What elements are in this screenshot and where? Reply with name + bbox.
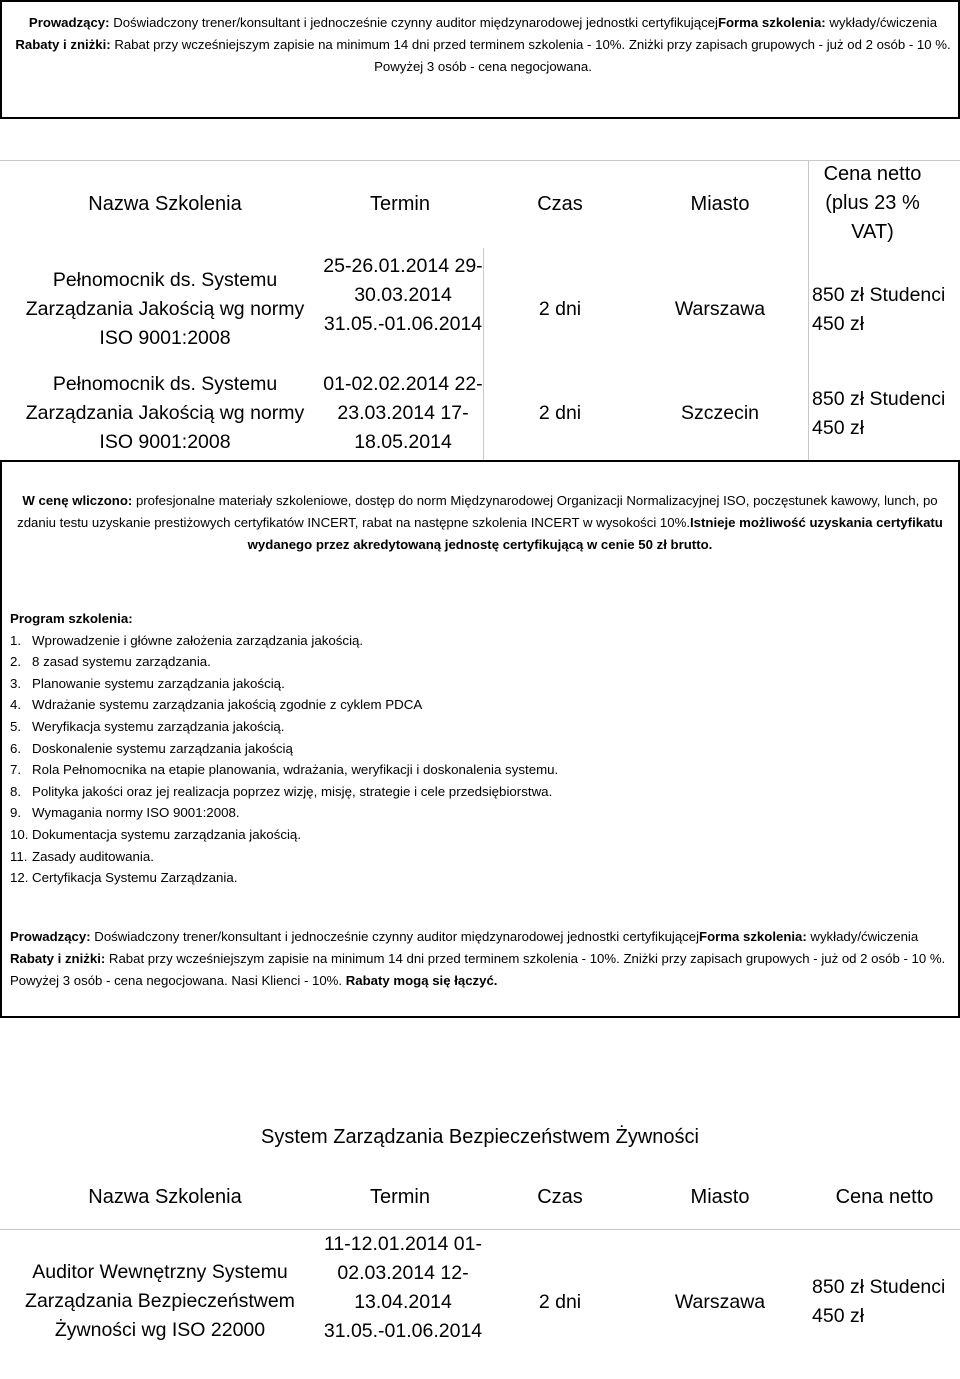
- list-item-text: Zasady auditowania.: [32, 848, 154, 864]
- list-item-text: Wprowadzenie i główne założenia zarządzania jakością.: [32, 632, 364, 648]
- list-item: [10, 694, 950, 716]
- table-row-time: 2 dni: [538, 1291, 582, 1313]
- list-item-text: 8 zasad systemu zarządzania.: [32, 654, 211, 670]
- list-item-number: 7.: [10, 762, 22, 778]
- header-name: Nazwa Szkolenia: [88, 1186, 242, 1208]
- list-item-number: 4.: [10, 697, 22, 713]
- table-row-1-term: 25-26.01.2014 29-30.03.2014 31.05.-01.06.2014: [323, 255, 483, 335]
- table-row-city: Warszawa: [674, 1291, 766, 1313]
- list-item-text: Polityka jakości oraz jej realizacja poprzez wizję, misję, strategie i cele przedsiębiorstwa.: [32, 783, 553, 799]
- lead-text: Doświadczony trener/konsultant i jednocześnie czynny auditor międzynarodowej jednostki certyfikującej: [90, 929, 700, 944]
- list-item-number: 9.: [10, 805, 22, 821]
- list-item: [10, 673, 950, 695]
- list-item: [10, 781, 950, 803]
- intro-text-bottom: [10, 926, 954, 992]
- list-item-number: 2.: [10, 654, 22, 670]
- rebate-label: Rabaty i zniżki:: [15, 37, 111, 52]
- intro-text-top: [10, 12, 956, 78]
- list-item: [10, 716, 950, 738]
- list-item-text: Planowanie systemu zarządzania jakością.: [32, 675, 285, 691]
- table-row-1-city: Warszawa: [674, 298, 766, 320]
- list-item: [10, 867, 950, 889]
- form-text: wykłady/ćwiczenia: [825, 15, 938, 30]
- included-label: W cenę wliczono:: [22, 493, 133, 508]
- header-term: Termin: [369, 193, 430, 215]
- list-item-number: 3.: [10, 675, 22, 691]
- included-bold: Istnieje możliwość uzyskania certyfikatu wydanego przez akredytowaną jednostę certyfikującą w cenie 50 zł brutto.: [247, 515, 943, 552]
- list-item-number: 8.: [10, 783, 22, 799]
- table-row-price: 850 zł Studenci 450 zł: [812, 1276, 946, 1327]
- list-item: [10, 846, 950, 868]
- included-text: [10, 490, 950, 556]
- table-row-2-term: 01-02.02.2014 22-23.03.2014 17-18.05.2014: [323, 373, 483, 453]
- section-title: System Zarządzania Bezpieczeństwem Żywności: [261, 1126, 699, 1148]
- table-row-2-name: Pełnomocnik ds. Systemu Zarządzania Jakością wg normy ISO 9001:2008: [25, 373, 305, 453]
- included-body: profesjonalne materiały szkoleniowe, dostęp do norm Międzynarodowej Organizacji Normalizacyjnej ISO, poczęstunek kawowy, lunch, po zdaniu testu uzyskanie prestiżowych certyfikatów INCERT, rabat na następne szkolenia INCERT w wysokości 10%.: [17, 493, 938, 530]
- list-item-text: Wdrażanie systemu zarządzania jakością zgodnie z cyklem PDCA: [32, 697, 423, 713]
- table-row-2-time: 2 dni: [538, 402, 582, 424]
- rebate-label: Rabaty i zniżki:: [10, 951, 106, 966]
- rebate-text: Rabat przy wcześniejszym zapisie na minimum 14 dni przed terminem szkolenia - 10%. Zniżki przy zapisach grupowych - już od 2 osób - 10 %. Powyżej 3 osób - cena negocjowana.: [110, 37, 951, 74]
- header-term: Termin: [369, 1186, 430, 1208]
- program-title: Program szkolenia:: [10, 611, 133, 626]
- table-row-1-time: 2 dni: [538, 298, 582, 320]
- list-item: [10, 651, 950, 673]
- table-row-term: 11-12.01.2014 01-02.03.2014 12-13.04.2014 31.05.-01.06.2014: [323, 1233, 483, 1342]
- table-row-1-name: Pełnomocnik ds. Systemu Zarządzania Jakością wg normy ISO 9001:2008: [25, 269, 305, 349]
- details-box: [0, 460, 960, 1018]
- list-item-number: 11.: [10, 848, 28, 864]
- form-label: Forma szkolenia:: [699, 929, 807, 944]
- list-item-text: Weryfikacja systemu zarządzania jakością.: [32, 718, 285, 734]
- list-item-number: 10.: [10, 826, 29, 842]
- lead-label: Prowadzący:: [10, 929, 91, 944]
- header-name: Nazwa Szkolenia: [88, 193, 242, 215]
- header-city: Miasto: [690, 1186, 750, 1208]
- list-item-text: Certyfikacja Systemu Zarządzania.: [32, 870, 238, 886]
- list-item: [10, 738, 950, 760]
- header-price: Cena netto: [835, 1186, 934, 1208]
- lead-label: Prowadzący:: [28, 15, 110, 30]
- rebate-text: Rabat przy wcześniejszym zapisie na minimum 14 dni przed terminem szkolenia - 10%. Zniżki przy zapisach grupowych - już od 2 osób - 10 %. Powyżej 3 osób - cena negocjowana. Nasi Klienci - 10%.: [10, 951, 946, 988]
- table-row-name: Auditor Wewnętrzny Systemu Zarządzania Bezpieczeństwem Żywności wg ISO 22000: [25, 1261, 295, 1341]
- form-label: Forma szkolenia:: [717, 15, 826, 30]
- list-item-number: 1.: [10, 632, 22, 648]
- lead-text: Doświadczony trener/konsultant i jednocześnie czynny auditor międzynarodowej jednostki certyfikującej: [109, 15, 718, 30]
- grid-line: [0, 160, 960, 161]
- table-row-2-price: 850 zł Studenci 450 zł: [812, 388, 946, 439]
- list-item: [10, 630, 950, 652]
- list-item-text: Doskonalenie systemu zarządzania jakością: [32, 740, 293, 756]
- list-item: [10, 759, 950, 781]
- table-row-2-city: Szczecin: [680, 402, 760, 424]
- list-item-text: Rola Pełnomocnika na etapie planowania, wdrażania, weryfikacji i doskonalenia systemu.: [32, 762, 559, 778]
- form-text: wykłady/ćwiczenia: [806, 929, 919, 944]
- intro-box-top: [0, 0, 960, 119]
- list-item-text: Wymagania normy ISO 9001:2008.: [32, 805, 240, 821]
- table-row-1-price: 850 zł Studenci 450 zł: [812, 284, 946, 335]
- header-city: Miasto: [690, 193, 750, 215]
- grid-line: [808, 160, 809, 460]
- rebate-bold: Rabaty mogą się łączyć.: [345, 973, 498, 988]
- list-item: [10, 824, 950, 846]
- program-list: [10, 608, 950, 889]
- list-item-number: 5.: [10, 718, 22, 734]
- list-item-number: 12.: [10, 870, 29, 886]
- header-time: Czas: [537, 193, 583, 215]
- list-item-number: 6.: [10, 740, 22, 756]
- list-item: [10, 802, 950, 824]
- list-item-text: Dokumentacja systemu zarządzania jakością.: [32, 826, 302, 842]
- header-price: Cena netto (plus 23 % VAT): [823, 163, 922, 243]
- header-time: Czas: [537, 1186, 583, 1208]
